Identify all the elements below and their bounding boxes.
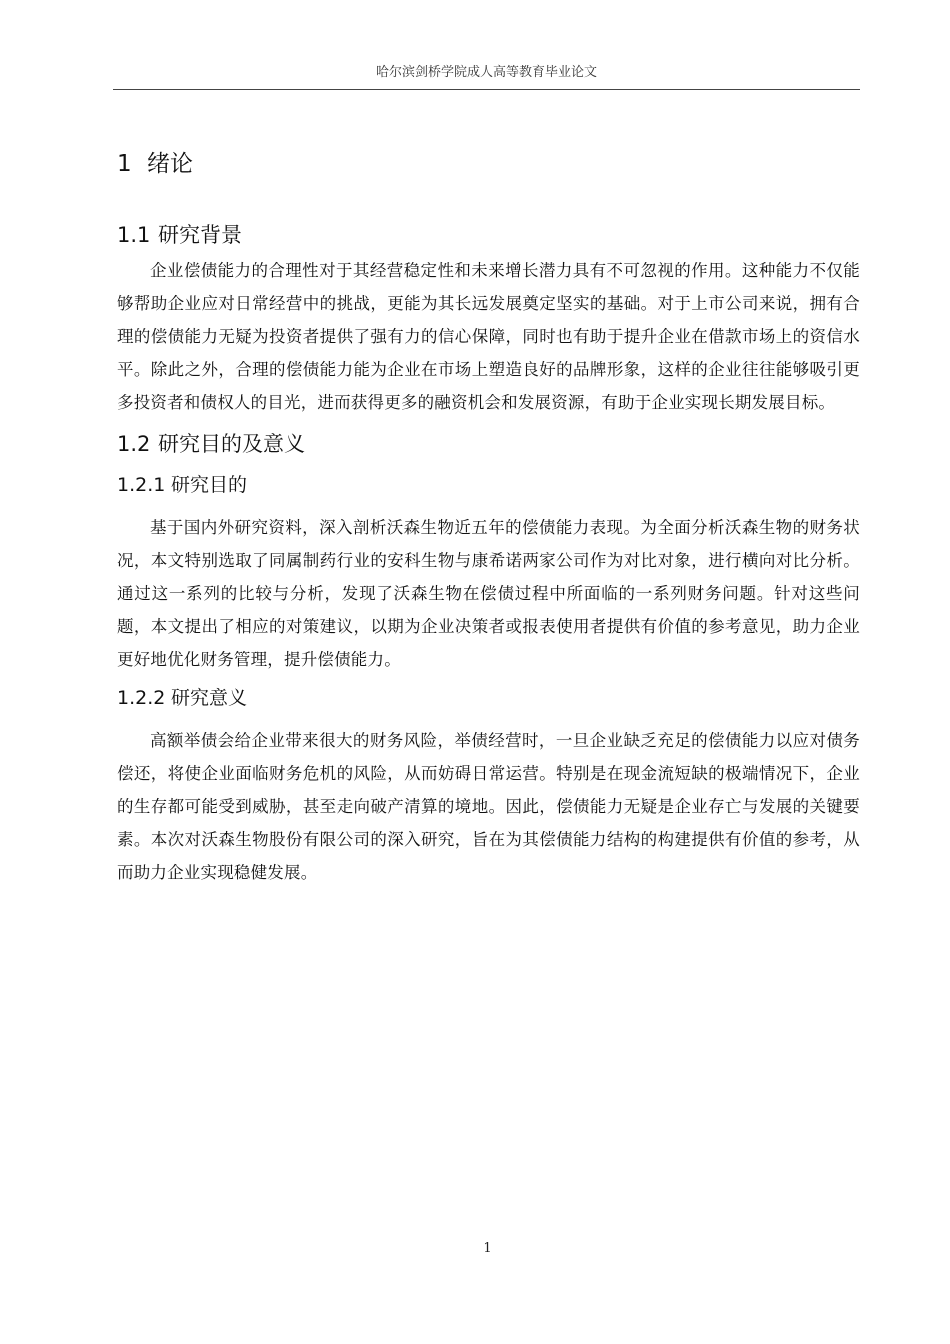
chapter-number: 1 <box>117 151 132 177</box>
subsection-number: 1.2.1 <box>117 474 166 496</box>
section-title: 研究背景 <box>158 223 242 247</box>
section-heading-1-2 <box>117 425 860 463</box>
section-heading-1-1 <box>117 216 860 254</box>
running-header: 哈尔滨剑桥学院成人高等教育毕业论文 <box>375 65 597 80</box>
subsection-number: 1.2.2 <box>117 687 166 709</box>
page-body <box>117 138 860 889</box>
subsection-title: 研究意义 <box>171 687 248 709</box>
paragraph-research-purpose: 基于国内外研究资料，深入剖析沃森生物近五年的偿债能力表现。为全面分析沃森生物的财务状况，本文特别选取了同属制药行业的安科生物与康希诺两家公司作为对比对象，进行横向对比分析。通过这一系列的比较与分析，发现了沃森生物在偿债过程中所面临的一系列财务问题。针对这些问题，本文提出了相应的对策建议，以期为企业决策者或报表使用者提供有价值的参考意见，助力企业更好地优化财务管理，提升偿债能力。 <box>117 518 860 669</box>
paragraph-research-background: 企业偿债能力的合理性对于其经营稳定性和未来增长潜力具有不可忽视的作用。这种能力不仅能够帮助企业应对日常经营中的挑战，更能为其长远发展奠定坚实的基础。对于上市公司来说，拥有合理的偿债能力无疑为投资者提供了强有力的信心保障，同时也有助于提升企业在借款市场上的资信水平。除此之外，合理的偿债能力能为企业在市场上塑造良好的品牌形象，这样的企业往往能够吸引更多投资者和债权人的目光，进而获得更多的融资机会和发展资源，有助于企业实现长期发展目标。 <box>117 261 860 412</box>
paragraph-research-significance: 高额举债会给企业带来很大的财务风险，举债经营时，一旦企业缺乏充足的偿债能力以应对债务偿还，将使企业面临财务危机的风险，从而妨碍日常运营。特别是在现金流短缺的极端情况下，企业的生存都可能受到威胁，甚至走向破产清算的境地。因此，偿债能力无疑是企业存亡与发展的关键要素。本次对沃森生物股份有限公司的深入研究，旨在为其偿债能力结构的构建提供有价值的参考，从而助力企业实现稳健发展。 <box>117 731 860 882</box>
chapter-title: 绪论 <box>147 151 193 177</box>
subsection-title: 研究目的 <box>171 474 248 496</box>
section-number: 1.1 <box>117 223 151 247</box>
section-title: 研究目的及意义 <box>158 432 305 456</box>
page-number: 1 <box>483 1241 492 1256</box>
spacer <box>117 502 860 511</box>
spacer <box>117 190 860 216</box>
chapter-heading <box>117 138 860 190</box>
header-rule <box>113 89 860 90</box>
section-number: 1.2 <box>117 432 151 456</box>
subsection-heading-1-2-1 <box>117 468 860 502</box>
subsection-heading-1-2-2 <box>117 681 860 715</box>
spacer <box>117 715 860 724</box>
